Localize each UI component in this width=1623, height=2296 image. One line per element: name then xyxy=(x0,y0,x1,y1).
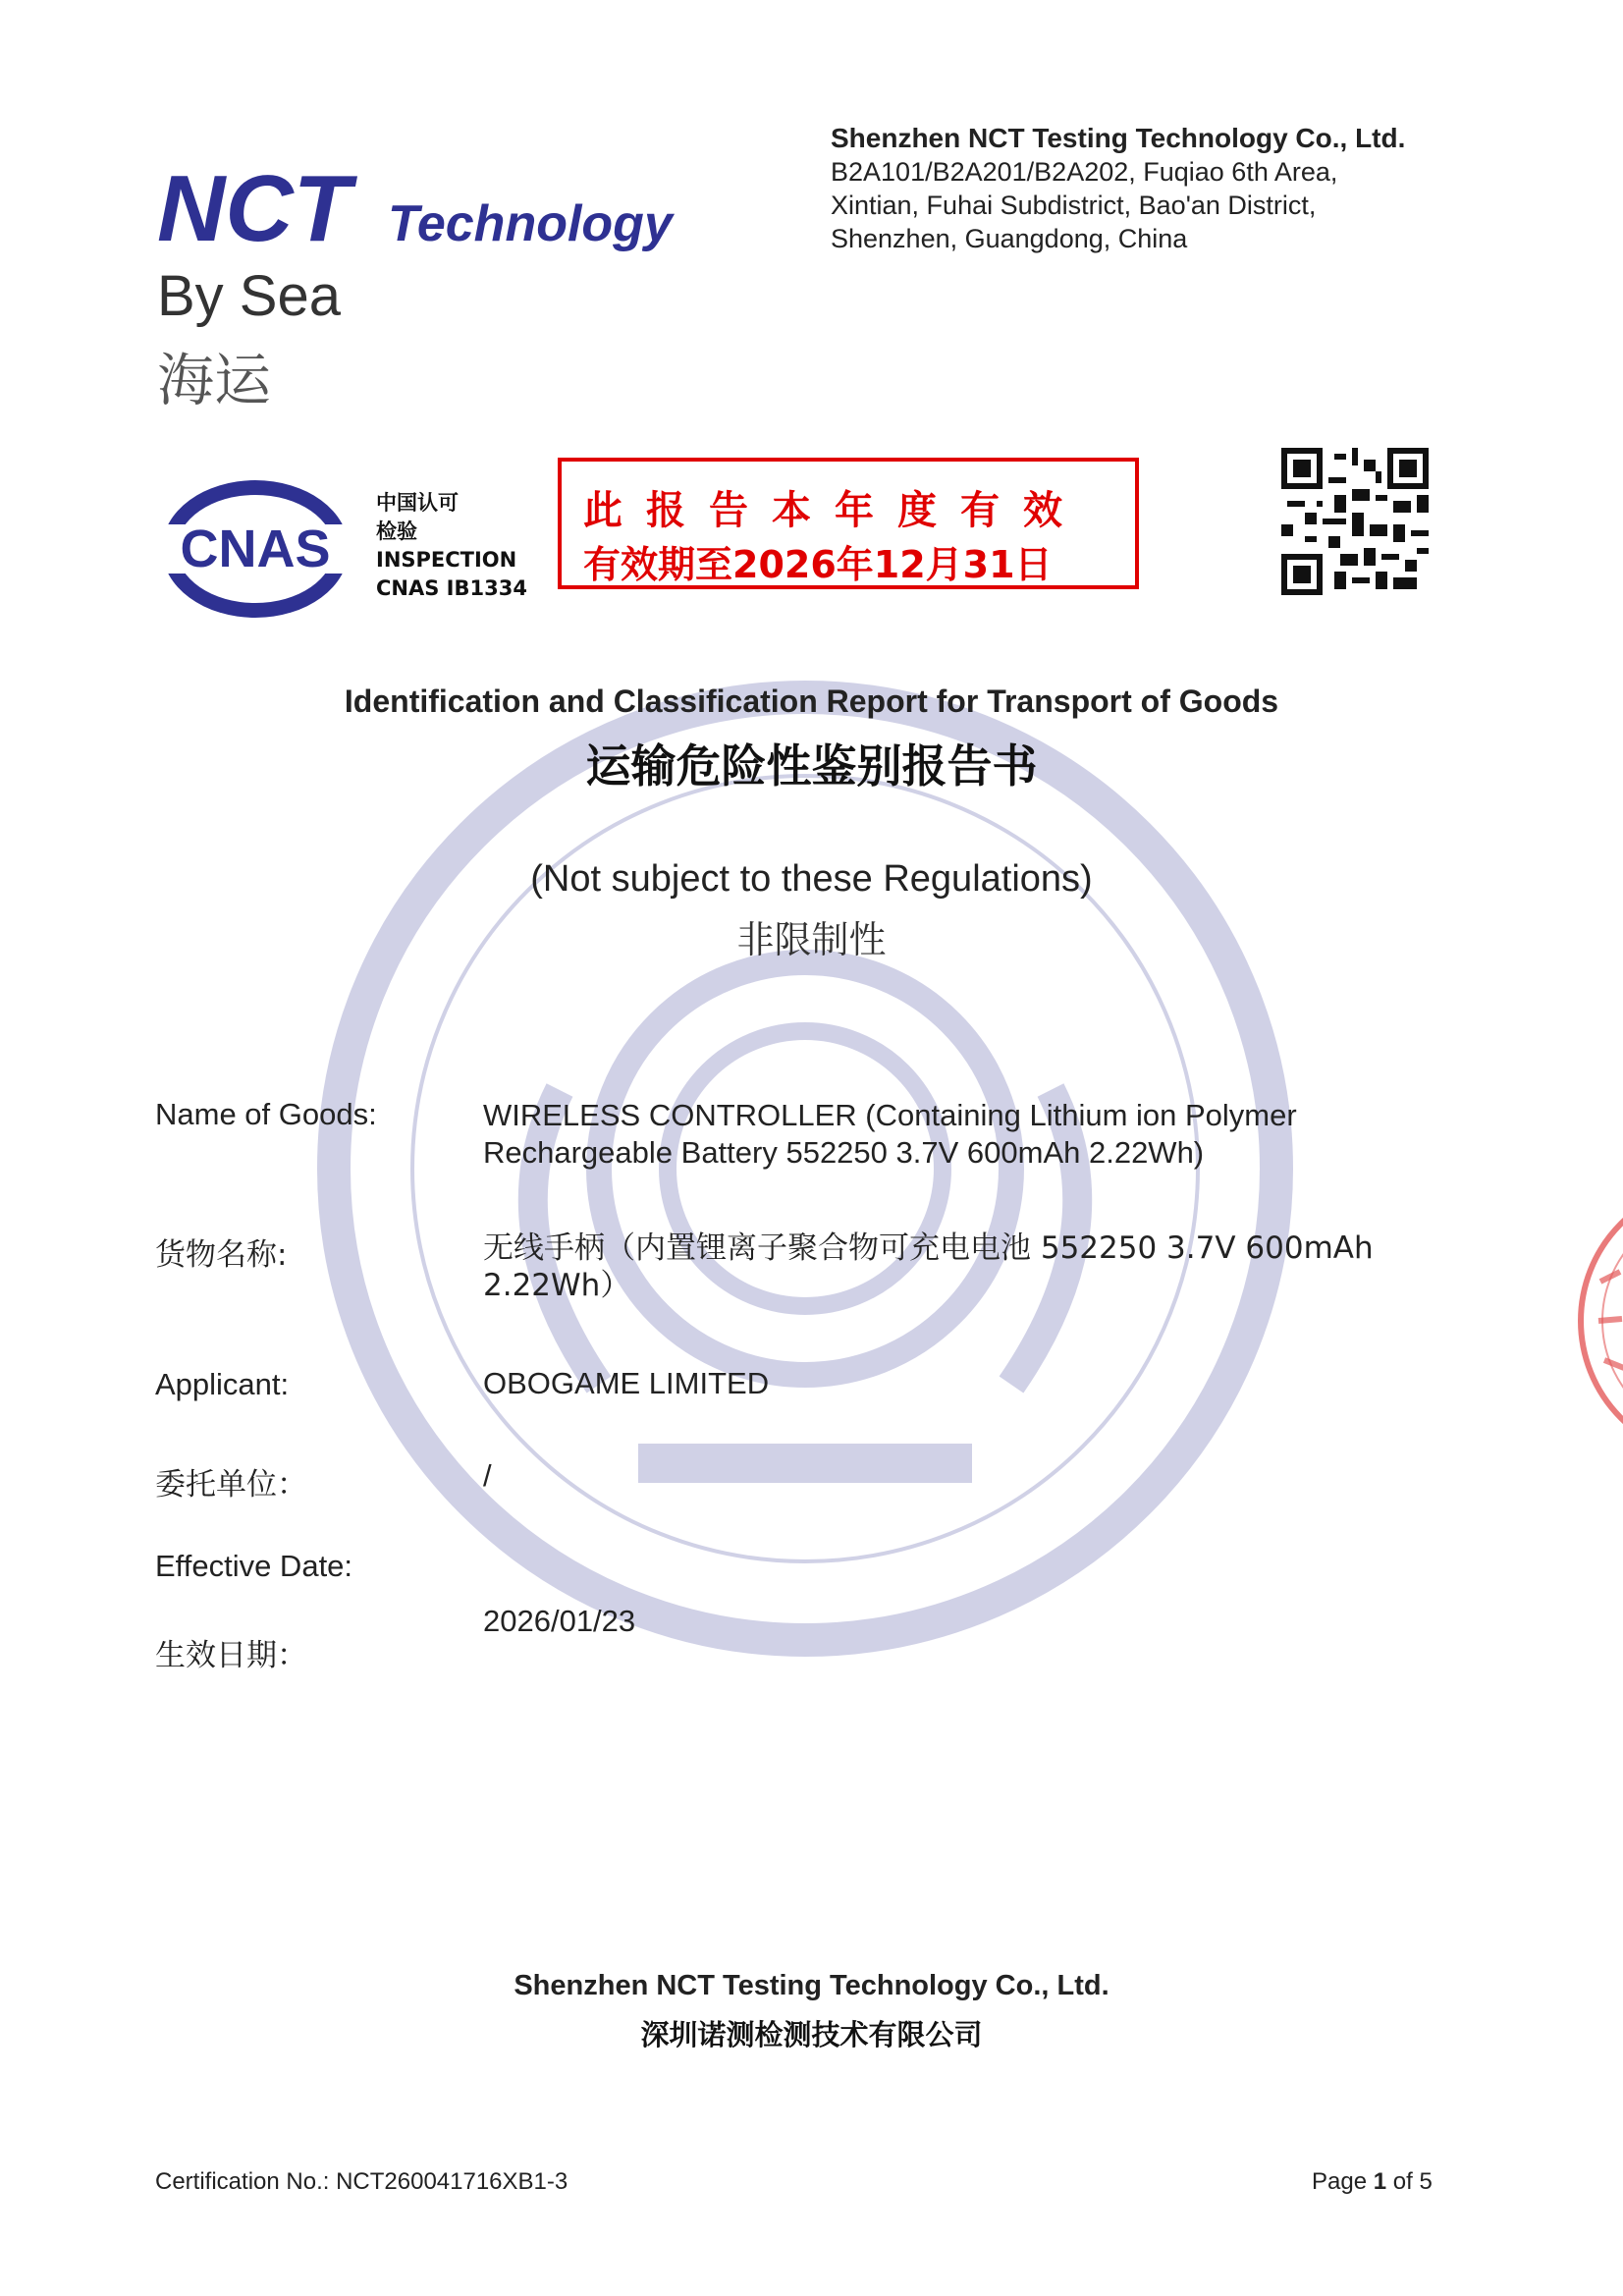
transport-mode-cn: 海运 xyxy=(157,347,272,413)
classification-status-en: (Not subject to these Regulations) xyxy=(530,858,1093,900)
footer-company-en: Shenzhen NCT Testing Technology Co., Ltd. xyxy=(514,1970,1109,2001)
applicant-label-cn: 委托单位： xyxy=(155,1467,307,1503)
goods-value-cn: 无线手柄（内置锂离子聚合物可充电电池 552250 3.7V 600mAh 2.22Wh） xyxy=(483,1230,1374,1303)
transport-mode-en: By Sea xyxy=(157,264,341,328)
cert-number: NCT260041716XB1-3 xyxy=(336,2168,568,2195)
report-title-en: Identification and Classification Report for Transport of Goods xyxy=(344,683,1279,719)
company-name: Shenzhen NCT Testing Technology Co., Ltd. xyxy=(831,123,1406,153)
cnas-line-2: 检验 xyxy=(376,519,417,543)
certification-number xyxy=(155,2168,568,2196)
effective-date-value: 2026/01/23 xyxy=(483,1604,636,1638)
report-title-cn: 运输危险性鉴别报告书 xyxy=(585,739,1038,793)
validity-line-2: 有效期至2026年12月31日 xyxy=(583,543,1053,586)
nct-technology-logo xyxy=(157,157,687,265)
page-of: of xyxy=(1392,2168,1413,2195)
page-current: 1 xyxy=(1373,2168,1387,2195)
applicant-label-en: Applicant: xyxy=(155,1367,290,1401)
applicant-value-cn: / xyxy=(483,1458,492,1493)
effective-date-label-cn: 生效日期： xyxy=(155,1638,307,1673)
cnas-line-3: INSPECTION xyxy=(376,548,517,572)
logo-nct-text: NCT xyxy=(157,157,352,261)
cnas-accreditation xyxy=(376,489,527,603)
page-total: 5 xyxy=(1419,2168,1433,2195)
cnas-logo xyxy=(157,475,353,623)
goods-value-en: WIRELESS CONTROLLER (Containing Lithium ion Polymer Rechargeable Battery 552250 3.7V 600mAh 2.22Wh) xyxy=(483,1098,1297,1170)
page-indicator xyxy=(1312,2168,1433,2196)
cnas-logo-text: CNAS xyxy=(180,519,331,578)
applicant-value: OBOGAME LIMITED xyxy=(483,1366,770,1400)
company-header xyxy=(831,122,1538,255)
page-prefix: Page xyxy=(1312,2168,1368,2195)
qr-code xyxy=(1281,448,1429,595)
validity-line-1: 此报告本年度有效 xyxy=(583,488,1086,533)
effective-date-label-en: Effective Date: xyxy=(155,1549,353,1583)
address-line-3: Shenzhen, Guangdong, China xyxy=(831,224,1188,253)
red-stamp-seal xyxy=(1571,1174,1623,1468)
classification-status-cn: 非限制性 xyxy=(736,918,887,961)
validity-notice xyxy=(558,458,1139,589)
address-line-1: B2A101/B2A201/B2A202, Fuqiao 6th Area, xyxy=(831,157,1338,187)
logo-suffix-text: Technology xyxy=(388,195,673,252)
cnas-line-1: 中国认可 xyxy=(376,491,459,515)
goods-label-en: Name of Goods: xyxy=(155,1097,377,1131)
cert-label: Certification No.: xyxy=(155,2168,330,2195)
address-line-2: Xintian, Fuhai Subdistrict, Bao'an District, xyxy=(831,191,1317,220)
footer-company-cn: 深圳诺测检测技术有限公司 xyxy=(640,2018,983,2051)
goods-label-cn: 货物名称: xyxy=(155,1237,288,1273)
cnas-line-4: CNAS IB1334 xyxy=(376,576,527,600)
